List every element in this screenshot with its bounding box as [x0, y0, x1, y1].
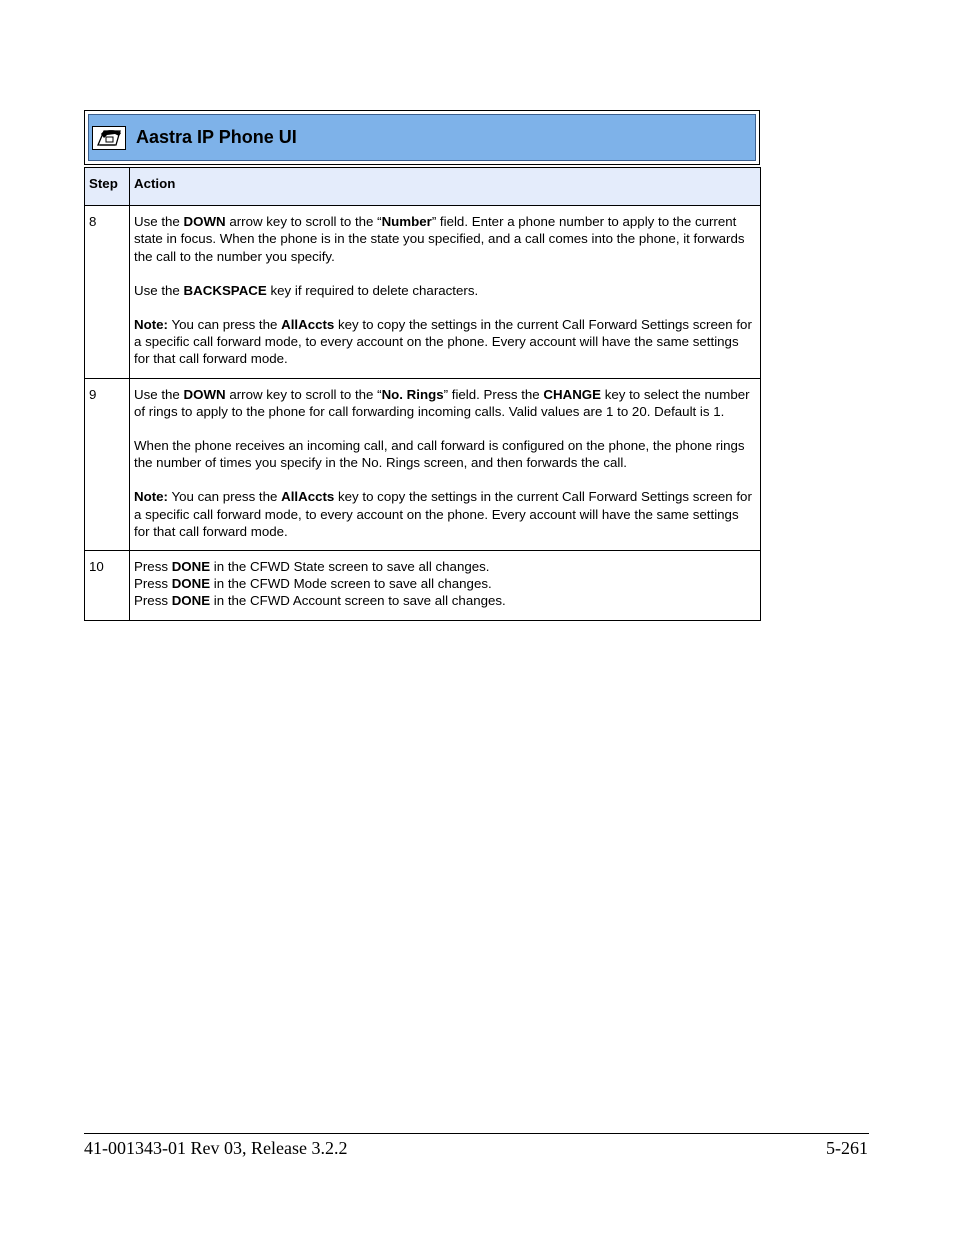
banner-frame	[84, 110, 760, 165]
action-cell	[130, 378, 761, 550]
table-header-row	[85, 168, 761, 206]
procedure-box	[84, 110, 760, 621]
step-column-header: Step	[85, 168, 130, 206]
step-number: 10	[85, 551, 130, 621]
footer-rule	[84, 1133, 869, 1134]
table-row	[85, 378, 761, 550]
action-line: Press DONE in the CFWD State screen to save all changes.	[134, 559, 490, 575]
action-cell	[130, 551, 761, 621]
footer-page-number: 5-261	[826, 1138, 868, 1158]
action-line: Press DONE in the CFWD Mode screen to save all changes.	[134, 576, 492, 592]
table-row	[85, 206, 761, 378]
action-paragraph: Use the DOWN arrow key to scroll to the “Number” field. Enter a phone number to apply to the current state in focus. When the phone is in the state you specified, and a call comes into the phone, it forwards the call to the number you specify.	[134, 214, 745, 264]
note-paragraph: Note: You can press the AllAccts key to copy the settings in the current Call Forward Settings screen for a specific call forward mode, to every account on the phone. Every account will have the same settings for that call forward mode.	[134, 489, 752, 539]
step-number: 8	[85, 206, 130, 378]
table-row	[85, 551, 761, 621]
footer-doc-id: 41-001343-01 Rev 03, Release 3.2.2	[84, 1138, 348, 1158]
banner-title: Aastra IP Phone UI	[136, 127, 297, 147]
action-paragraph: When the phone receives an incoming call, and call forward is configured on the phone, the phone rings the number of times you specify in the No. Rings screen, and then forwards the call.	[134, 438, 745, 471]
action-column-header: Action	[130, 168, 761, 206]
action-cell	[130, 206, 761, 378]
phone-icon	[92, 126, 126, 150]
action-paragraph: Use the BACKSPACE key if required to delete characters.	[134, 282, 479, 298]
action-line: Press DONE in the CFWD Account screen to save all changes.	[134, 593, 506, 609]
note-paragraph: Note: You can press the AllAccts key to copy the settings in the current Call Forward Settings screen for a specific call forward mode, to every account on the phone. Every account will have the same settings for that call forward mode.	[134, 317, 752, 367]
action-paragraph: Use the DOWN arrow key to scroll to the “No. Rings” field. Press the CHANGE key to select the number of rings to apply to the phone for call forwarding incoming calls. Valid values are 1 to 20. Default is 1.	[134, 386, 750, 419]
step-number: 9	[85, 378, 130, 550]
banner	[88, 114, 756, 161]
steps-table	[84, 167, 761, 621]
